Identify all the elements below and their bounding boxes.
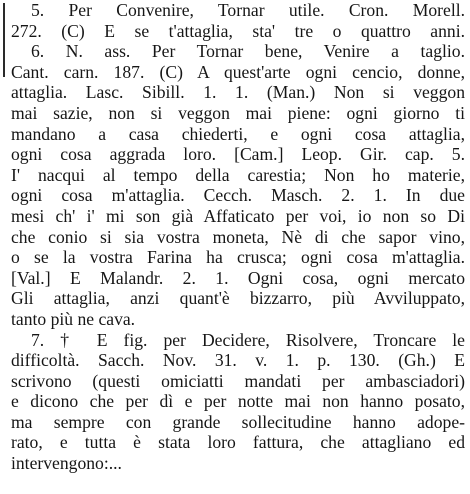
text-line: che conio si sia vostra moneta, Nè di che sapor vino, [11,226,465,247]
text-line: intervengono:... [11,453,122,474]
text-line: scrivono (questi omiciatti mandati per ambasciadori) [11,370,465,391]
text-line: mesi ch' i' mi son già Affaticato per voi, io non so Di [11,205,465,226]
text-line: rato, e tutta è stata loro fattura, che attagliano ed [11,432,465,453]
text-line: o se la vostra Farina ha crusca; ogni cosa m'attaglia. [11,247,465,268]
text-line: mandano a casa chiederti, e ogni cosa attaglia, [11,123,465,144]
text-line: ogni cosa m'attaglia. Cecch. Masch. 2. 1. In due [11,185,465,206]
text-line: Cant. carn. 187. (C) A quest'arte ogni cencio, donne, [11,61,465,82]
text-line: ma sempre con grande sollecitudine hanno adope- [11,411,465,432]
text-line: attaglia. Lasc. Sibill. 1. 1. (Man.) Non si veggon [11,82,465,103]
text-line: 5. Per Convenire, Tornar utile. Cron. Morell. [31,0,465,20]
text-line: 6. N. ass. Per Tornar bene, Venire a taglio. [31,41,465,62]
text-line: e dicono che per dì e per notte mai non hanno posato, [11,391,465,412]
text-line: 7. † E fig. per Decidere, Risolvere, Troncare le [31,329,465,350]
text-line: mai sazie, non si veggon mai piene: ogni giorno ti [11,102,465,123]
text-line: I' nacqui al tempo della carestia; Non ho materie, [11,164,465,185]
text-line: [Val.] E Malandr. 2. 1. Ogni cosa, ogni mercato [11,267,465,288]
text-line: 272. (C) E se t'attaglia, sta' tre o quattro anni. [11,20,465,41]
text-line: tanto più ne cava. [11,308,136,329]
text-line: ogni cosa aggrada loro. [Cam.] Leop. Gir. cap. 5. [11,144,465,165]
margin-rule [3,3,5,77]
text-line: difficoltà. Sacch. Nov. 31. v. 1. p. 130. (Gh.) E [11,350,465,371]
text-line: Gli attaglia, anzi quant'è bizzarro, più Avviluppato, [11,288,465,309]
dictionary-entry-text [11,0,465,474]
